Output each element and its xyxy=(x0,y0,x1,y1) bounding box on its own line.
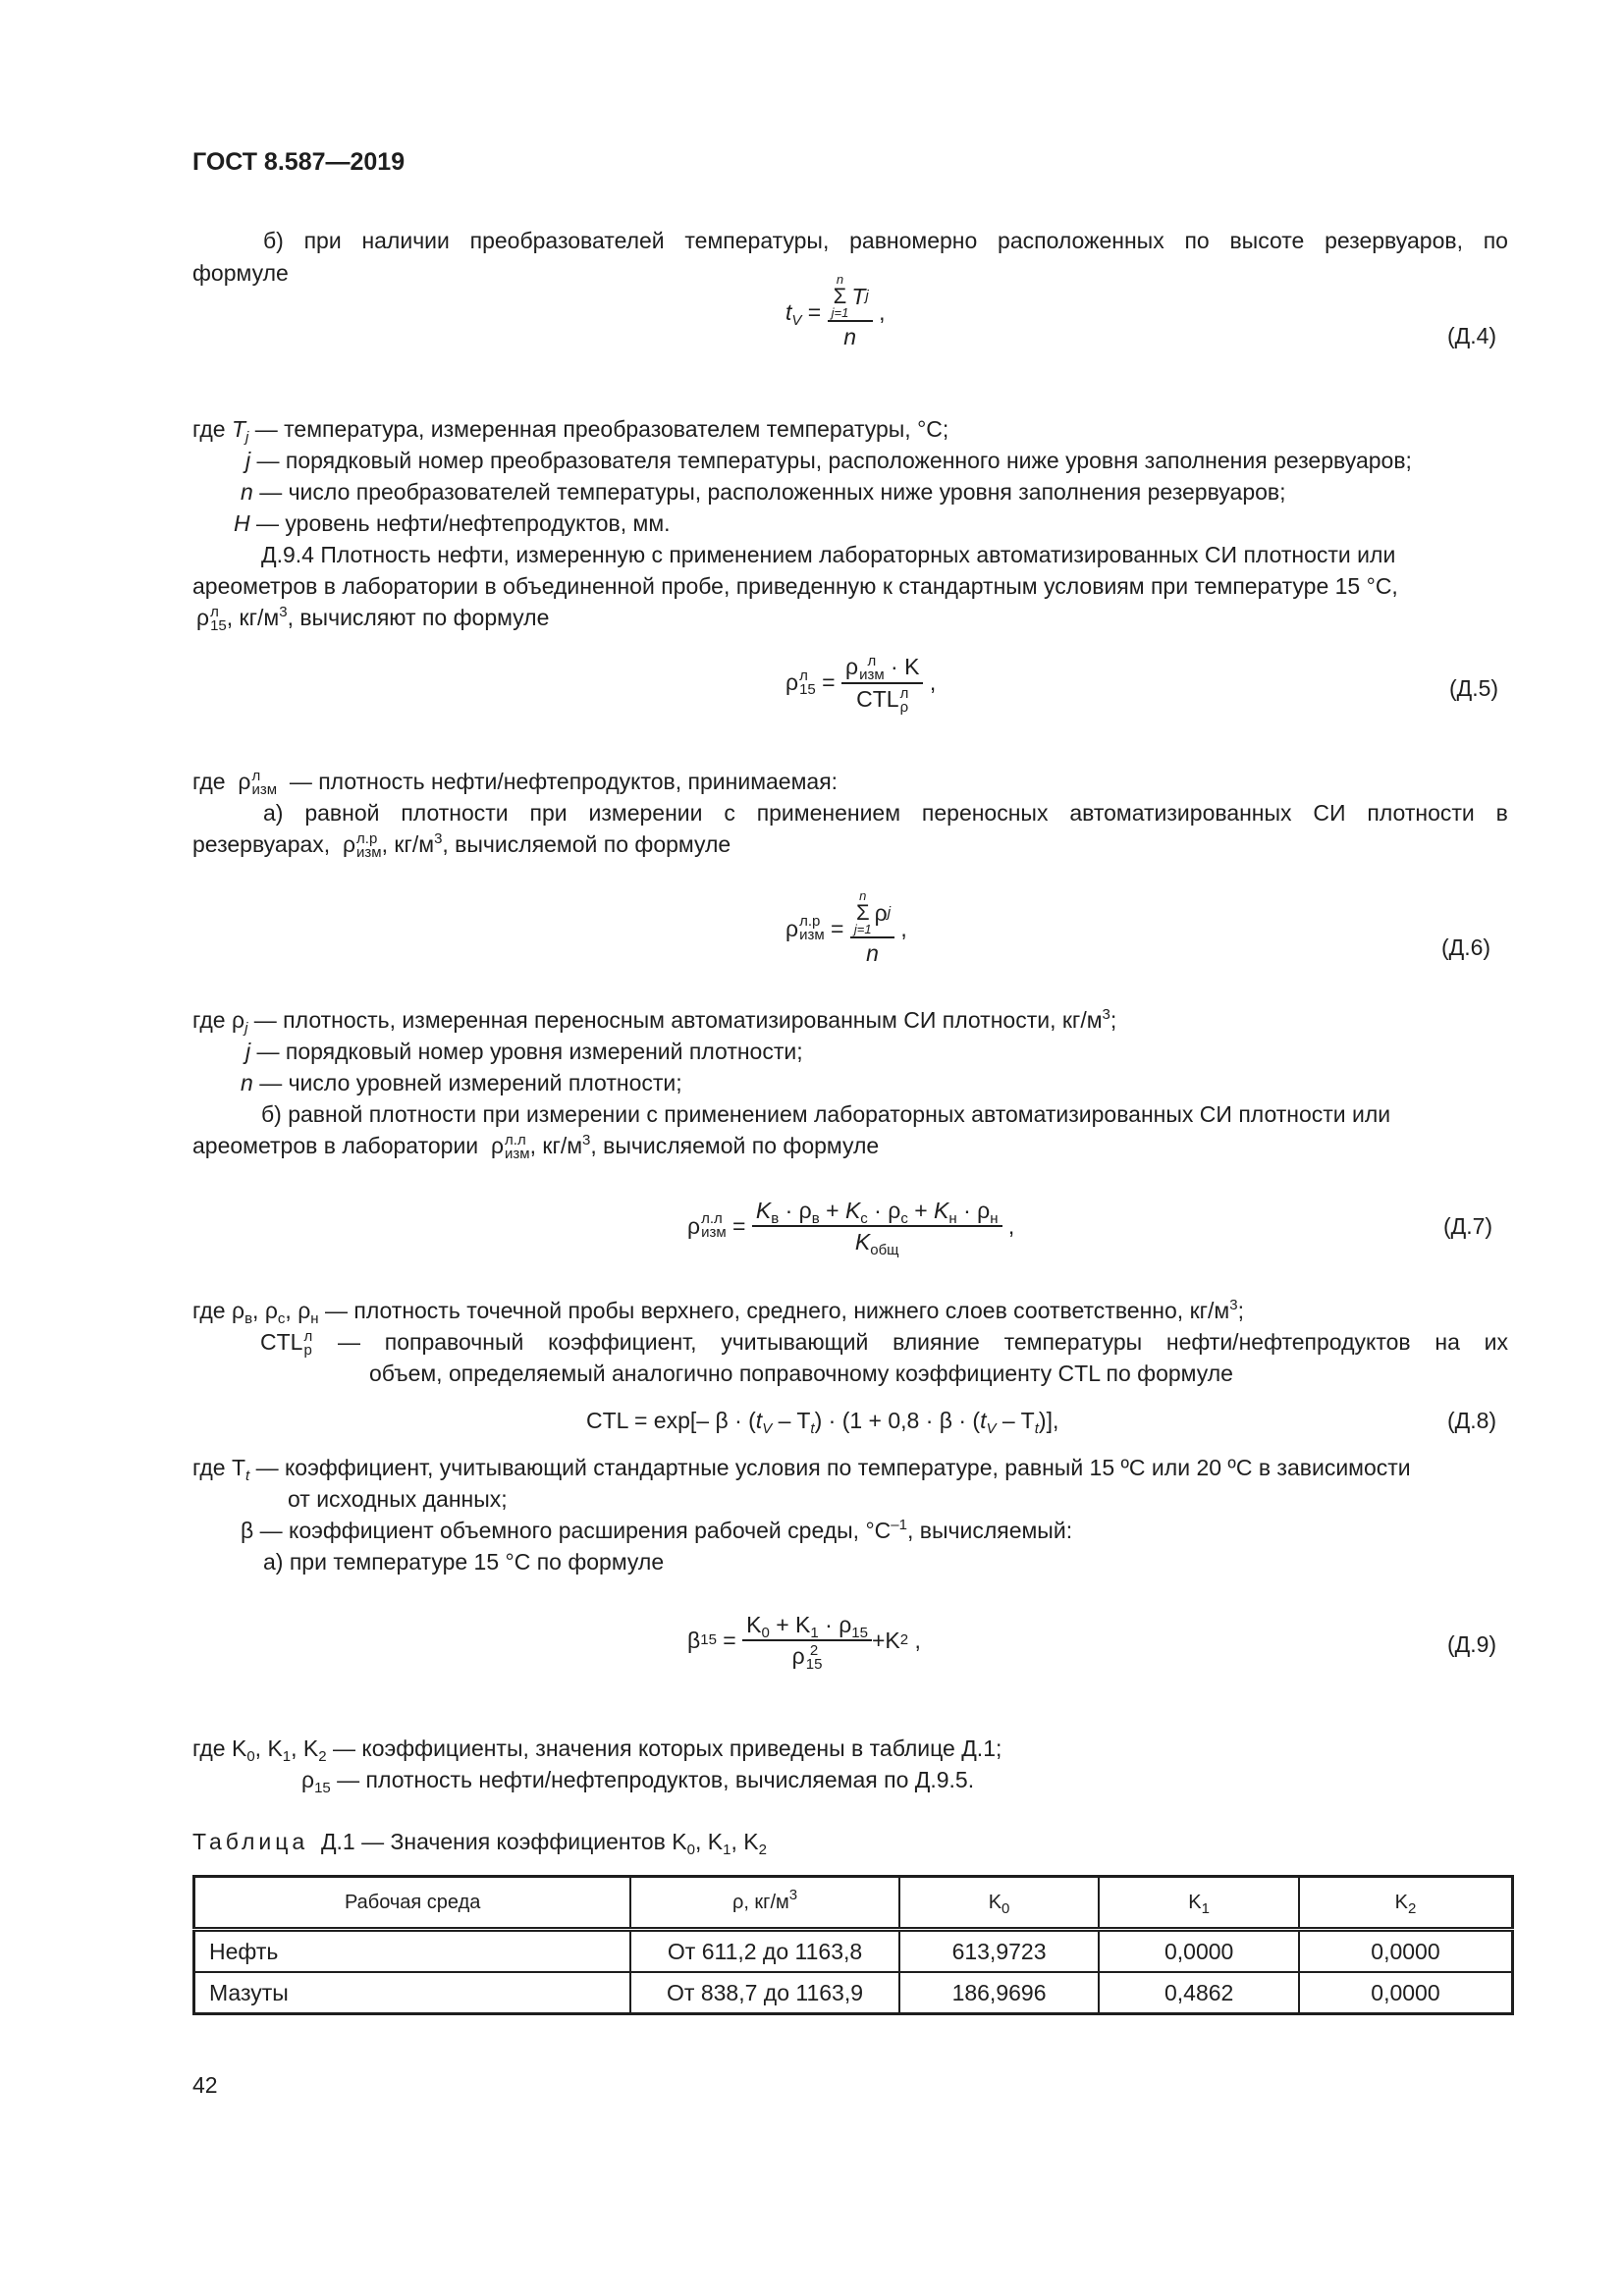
where-Tt-line2: от исходных данных; xyxy=(288,1486,508,1512)
where-n-levels-line: n — число уровней измерений плотности; xyxy=(241,1070,682,1095)
equation-number-d5: (Д.5) xyxy=(1449,675,1499,701)
header-rho: ρ, $кг/м^3$ xyxy=(630,1877,898,1930)
paragraph-a-line2: резервуарах, ρ л.р изм , $кг/м^3$, вычисляемой по формуле xyxy=(192,829,731,861)
equation-d4: $t_V$ = n Σ j=1 T j n , xyxy=(785,272,886,349)
equation-d8: CTL = exp[– $\beta \cdot (t_V - T_t) \cdot (1 + 0,8 \cdot \beta \cdot (t_V - T_t)]$, xyxy=(586,1408,1059,1437)
cell-k2: 0,0000 xyxy=(1299,1972,1513,2014)
equation-d6: ρ л.р изм = n Σ j=1 ρ j n , xyxy=(785,888,907,966)
where-rho-layers-line: где $\rho_в$, $\rho_с$, $\rho_н$ — плотность точечной пробы верхнего, среднего, нижнего слоев соответственно, $кг/м^3$; xyxy=(192,1297,1244,1327)
equation-d5: ρ л 15 = ρ л изм · K CTL л ρ , xyxy=(785,652,937,716)
cell-range: От 611,2 до 1163,8 xyxy=(630,1930,898,1973)
where-Tj-line: где $T_j$ — температура, измеренная преобразователем температуры, °С; xyxy=(192,416,949,446)
where-beta-line: β — коэффициент объемного расширения рабочей среды, $^\circ С^{-1}$, вычисляемый: xyxy=(241,1517,1073,1543)
where-Tt-line1: где $T_t$ — коэффициент, учитывающий стандартные условия по температуре, равный 15 ºС или 20 ºС в зависимости xyxy=(192,1455,1411,1484)
cell-k1: 0,4862 xyxy=(1099,1972,1299,2014)
paragraph-d94-line3: ρ л 15 , $кг/м^3$, вычисляют по формуле xyxy=(196,603,550,634)
document-header: ГОСТ 8.587—2019 xyxy=(192,148,406,176)
header-k0: $K_0$ xyxy=(899,1877,1100,1930)
where-ctl-line1: — поправочный коэффициент, учитывающий влияние температуры нефти/нефтепродуктов на их xyxy=(338,1329,1508,1355)
paragraph-b2-line1: б) равной плотности при измерении с применением лабораторных автоматизированных СИ плотности или xyxy=(261,1101,1391,1127)
paragraph-d94-line2: ареометров в лаборатории в объединенной пробе, приведенную к стандартным условиям при температуре 15 °С, xyxy=(192,573,1398,599)
paragraph-b2-line2: ареометров в лаборатории ρ л.л изм , $кг/м^3$, вычисляемой по формуле xyxy=(192,1131,880,1162)
paragraph-b-intro-line1: б) при наличии преобразователей температуры, равномерно расположенных по высоте резервуаров, по xyxy=(263,228,1508,253)
where-H-line: H — уровень нефти/нефтепродуктов, мм. xyxy=(234,510,671,536)
where-K-line: где $K_0$, $K_1$, $K_2$ — коэффициенты, значения которых приведены в таблице Д.1; xyxy=(192,1735,1002,1765)
paragraph-a-line1: а) равной плотности при измерении с применением переносных автоматизированных СИ плотности в xyxy=(263,800,1508,826)
cell-k0: 613,9723 xyxy=(899,1930,1100,1973)
equation-d9: β 15 = $K_0 + K_1 \cdot \rho_{15}$ ρ 2 15 + K 2 , xyxy=(687,1612,921,1673)
cell-medium: Мазуты xyxy=(194,1972,631,2014)
table-header-row xyxy=(194,1877,1513,1930)
header-k1: $K_1$ xyxy=(1099,1877,1299,1930)
cell-k1: 0,0000 xyxy=(1099,1930,1299,1973)
equation-number-d7: (Д.7) xyxy=(1443,1213,1493,1239)
header-k2: $K_2$ xyxy=(1299,1877,1513,1930)
where-rho-izm-line: где ρ л изм — плотность нефти/нефтепродуктов, принимаемая: xyxy=(192,767,839,798)
where-rho15-line: $\rho_{15}$ — плотность нефти/нефтепродуктов, вычисляемая по Д.9.5. xyxy=(301,1767,975,1796)
equation-number-d6: (Д.6) xyxy=(1441,934,1491,960)
table-row xyxy=(194,1972,1513,2014)
equation-number-d9: (Д.9) xyxy=(1447,1631,1497,1657)
cell-range: От 838,7 до 1163,9 xyxy=(630,1972,898,2014)
page-number: 42 xyxy=(192,2072,218,2098)
where-ctl-symbol: CTL л р xyxy=(260,1327,313,1359)
table-row xyxy=(194,1930,1513,1973)
equation-number-d4: (Д.4) xyxy=(1447,323,1497,348)
header-medium: Рабочая среда xyxy=(194,1877,631,1930)
where-n-line: n — число преобразователей температуры, расположенных ниже уровня заполнения резервуаров; xyxy=(241,479,1286,505)
coefficients-table xyxy=(192,1875,1514,2015)
paragraph-d94-line1: Д.9.4 Плотность нефти, измеренную с применением лабораторных автоматизированных СИ плотности или xyxy=(261,542,1396,567)
equation-number-d8: (Д.8) xyxy=(1447,1408,1497,1433)
where-j-line: j — порядковый номер преобразователя температуры, расположенного ниже уровня заполнения резервуаров; xyxy=(245,448,1412,473)
paragraph-a-15C: а) при температуре 15 °С по формуле xyxy=(263,1549,665,1575)
equation-d7: ρ л.л изм = $\frac{K_в \cdot \rho_в + K_с \cdot \rho_с + K_н \cdot \rho_н}{K_{общ}}$ , xyxy=(687,1198,1015,1258)
cell-medium: Нефть xyxy=(194,1930,631,1973)
where-j-level-line: j — порядковый номер уровня измерений плотности; xyxy=(245,1039,803,1064)
paragraph-b-intro-line2: формуле xyxy=(192,260,289,286)
cell-k0: 186,9696 xyxy=(899,1972,1100,2014)
table-caption: Таблица Д.1 — Значения коэффициентов $K_0$, $K_1$, $K_2$ xyxy=(192,1829,767,1858)
cell-k2: 0,0000 xyxy=(1299,1930,1513,1973)
where-ctl-line2: объем, определяемый аналогично поправочному коэффициенту CTL по формуле xyxy=(369,1361,1233,1386)
where-rho-j-line: где $\rho_j$ — плотность, измеренная переносным автоматизированным СИ плотности, $кг/м^3$; xyxy=(192,1006,1117,1037)
